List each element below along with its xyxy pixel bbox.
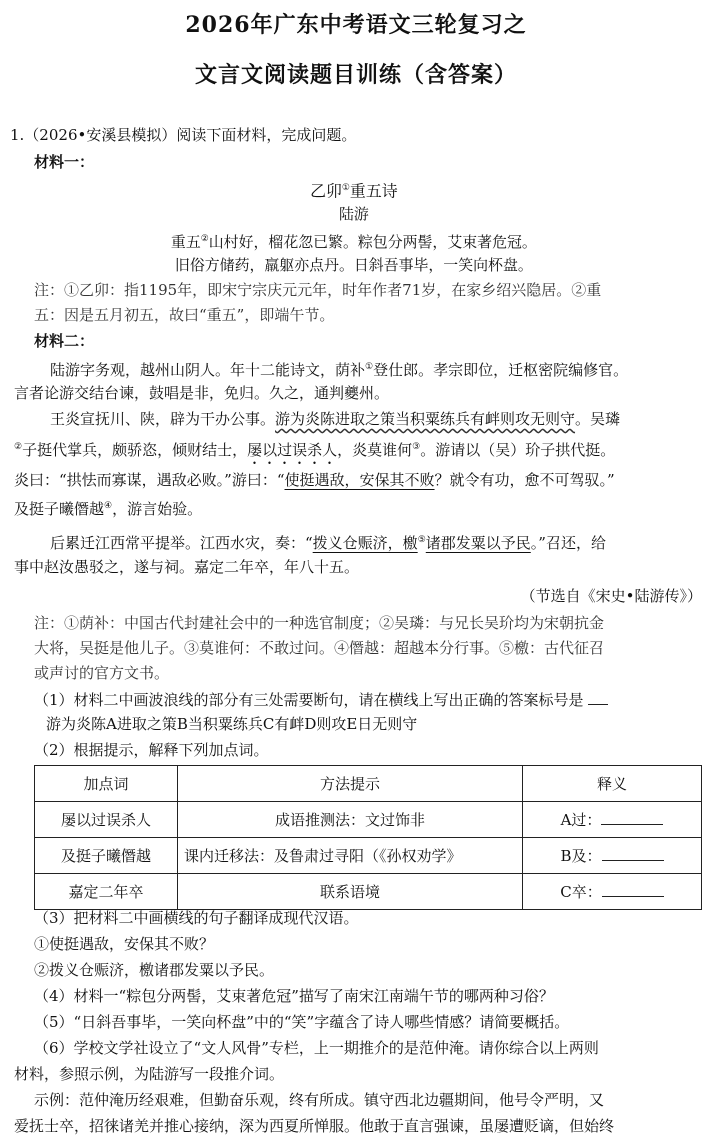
table-row: [35, 838, 702, 874]
m2-p2-line3: 炎曰：“拱怯而寡谋，遇敌必败。”游曰：“使挺遇敌，安保其不败？就令有功，愈不可驾驭。”: [14, 471, 615, 489]
question-3-item-1: ①使挺遇敌，安保其不败？: [34, 935, 215, 953]
annotation-table: [34, 765, 702, 910]
table-row: [35, 802, 702, 838]
doc-title-line2: 文言文阅读题目训练（含答案）: [194, 62, 517, 88]
example-line1: 示例：范仲淹历经艰难，但勤奋乐观，终有所成。镇守西北边疆期间，他号令严明，又: [34, 1091, 605, 1109]
table-header: 加点词: [35, 766, 178, 802]
note2-line1: 注：①荫补：中国古代封建社会中的一种选官制度；②吴璘：与兄长吴玠均为宋朝抗金: [34, 614, 605, 632]
table-cell-word: 及挺子曦僭越: [35, 838, 178, 874]
question-5: （5）“日斜吾事毕，一笑向杯盘”中的“笑”字蕴含了诗人哪些情感？请简要概括。: [34, 1013, 570, 1031]
underlined-sentence-1: 使挺遇敌，安保其不败: [284, 471, 435, 489]
m2-p1-line2: 言者论游交结台谏，鼓唱是非，免归。久之，通判夔州。: [14, 384, 390, 402]
table-header-row: [35, 766, 702, 802]
underlined-sentence-2b: 诸郡发粟以予民: [425, 534, 531, 552]
poem-title: 乙卯①重五诗: [310, 181, 398, 201]
question-1: （1）材料二中画波浪线的部分有三处需要断句，请在横线上写出正确的答案标号是: [34, 689, 608, 711]
poem-line-2: 旧俗方储药，羸躯亦点丹。日斜吾事毕，一笑向杯盘。: [174, 256, 533, 274]
answer-blank-q1[interactable]: [588, 690, 608, 705]
note2-line2: 大将，吴挺是他儿子。③莫谁何：不敢过问。④僭越：超越本分行事。⑤檄：古代征召: [34, 639, 605, 657]
table-cell-answer[interactable]: C卒：: [523, 874, 702, 910]
doc-title-line1: 2026年广东中考语文三轮复习之: [185, 12, 527, 38]
table-cell-word: 屡以过误杀人: [35, 802, 178, 838]
table-header: 方法提示: [178, 766, 523, 802]
m2-p2-line4: 及挺子曦僭越④，游言始验。: [14, 500, 203, 518]
m2-p3-line2: 事中赵汝愚驳之，遂与祠。嘉定二年卒，年八十五。: [14, 558, 360, 576]
table-cell-answer[interactable]: A过：: [523, 802, 702, 838]
question-3: （3）把材料二中画横线的句子翻译成现代汉语。: [34, 909, 359, 927]
poem-author: 陆游: [338, 205, 369, 223]
note1-line2: 五：因是五月初五，故曰“重五”，即端午节。: [34, 306, 335, 324]
table-cell-hint: 成语推测法：文过饰非: [178, 802, 523, 838]
question-3-item-2: ②拨义仓赈济，檄诸郡发粟以予民。: [34, 961, 275, 979]
example-line2: 爱抚士卒，招徕诸羌并推心接纳，深为西夏所惮服。他敢于直言强谏，虽屡遭贬谪，但始终: [14, 1117, 615, 1135]
note1-line1: 注：①乙卯：指1195年，即宋宁宗庆元元年，时年作者71岁，在家乡绍兴隐居。②重: [34, 281, 602, 299]
m2-p2-line1: 王炎宣抚川、陕，辟为干办公事。游为炎陈进取之策当积粟练兵有衅则攻无则守。吴璘: [50, 410, 621, 428]
material2-label: 材料二：: [34, 332, 95, 350]
table-cell-hint: 课内迁移法：及鲁肃过寻阳（《孙权劝学》: [178, 838, 523, 874]
table-cell-hint: 联系语境: [178, 874, 523, 910]
table-header: 释义: [523, 766, 702, 802]
table-cell-word: 嘉定二年卒: [35, 874, 178, 910]
underlined-sentence-2a: 拨义仓赈济，檄: [312, 534, 418, 552]
question-6-line2: 材料，参照示例，为陆游写一段推介词。: [14, 1065, 285, 1083]
m2-p1-line1: 陆游字务观，越州山阴人。年十二能诗文，荫补①登仕郎。孝宗即位，迁枢密院编修官。: [50, 361, 629, 379]
poem-line-1: 重五②山村好，榴花忽已繁。粽包分两髻，艾束著危冠。: [170, 233, 537, 251]
question-2: （2）根据提示，解释下列加点词。: [34, 741, 269, 759]
material1-label: 材料一：: [34, 153, 95, 171]
source-citation: （节选自《宋史•陆游传》）: [520, 587, 702, 605]
table-cell-answer[interactable]: B及：: [523, 838, 702, 874]
note2-line3: 或声讨的官方文书。: [34, 664, 170, 682]
question-1-sentence: 游为炎陈A进取之策B当积粟练兵C有衅D则攻E日无则守: [46, 715, 418, 733]
m2-p3-line1: 后累迁江西常平提举。江西水灾，奏：“拨义仓赈济，檄⑤诸郡发粟以予民。”召还，给: [50, 534, 606, 552]
wavy-underlined-text: 游为炎陈进取之策当积粟练兵有衅则攻无则守: [275, 410, 576, 428]
table-row: [35, 874, 702, 910]
question-6-line1: （6）学校文学社设立了“文人风骨”专栏，上一期推介的是范仲淹。请你综合以上两则: [34, 1039, 599, 1057]
m2-p2-line2: ②子挺代掌兵，颇骄恣，倾财结士，屡以过误杀人，炎莫谁何③。游请以（吴）玠子拱代挺。: [14, 441, 616, 459]
question-4: （4）材料一“粽包分两髻，艾束著危冠”描写了南宋江南端午节的哪两种习俗？: [34, 987, 554, 1005]
question-stem: 1.（2026•安溪县模拟）阅读下面材料，完成问题。: [10, 126, 357, 144]
